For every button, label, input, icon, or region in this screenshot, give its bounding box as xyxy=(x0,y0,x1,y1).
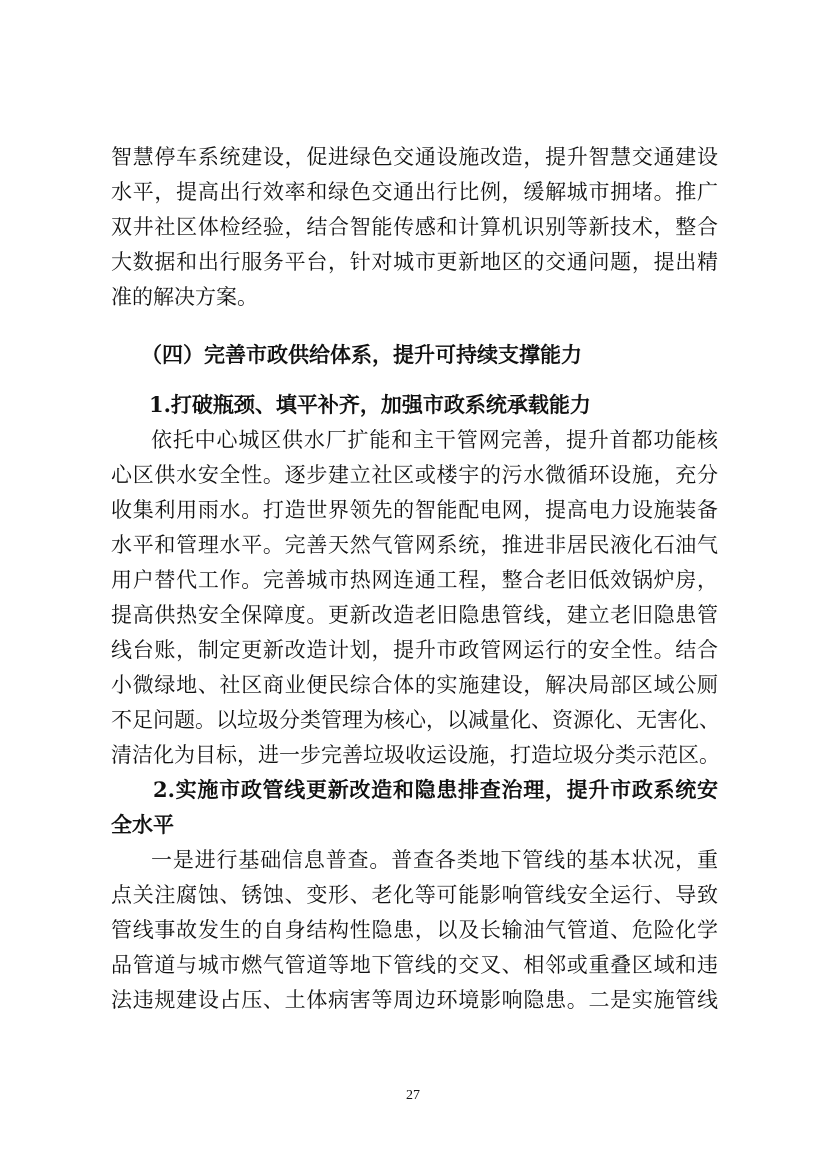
paragraph-line: 水平，提高出行效率和绿色交通出行比例，缓解城市拥堵。推广 xyxy=(111,180,718,204)
subsection-heading: 1.打破瓶颈、填平补齐，加强市政系统承载能力 xyxy=(149,392,591,417)
paragraph-line: 清洁化为目标，进一步完善垃圾收运设施，打造垃圾分类示范区。 xyxy=(111,743,720,767)
paragraph-line: 用户替代工作。完善城市热网连通工程，整合老旧低效锅炉房， xyxy=(111,568,718,592)
paragraph-line: 法违规建设占压、土体病害等周边环境影响隐患。二是实施管线 xyxy=(111,988,718,1012)
section-heading: （四）完善市政供给体系，提升可持续支撑能力 xyxy=(141,342,582,367)
paragraph-line: 双井社区体检经验，结合智能传感和计算机识别等新技术，整合 xyxy=(111,215,718,239)
paragraph-line: 点关注腐蚀、锈蚀、变形、老化等可能影响管线安全运行、导致 xyxy=(111,883,718,907)
subsection-heading: 全水平 xyxy=(111,812,174,837)
page-number: 27 xyxy=(406,1088,420,1103)
paragraph-line: 心区供水安全性。逐步建立社区或楼宇的污水微循环设施，充分 xyxy=(111,463,718,487)
paragraph-line: 小微绿地、社区商业便民综合体的实施建设，解决局部区域公厕 xyxy=(111,673,718,697)
paragraph-line: 依托中心城区供水厂扩能和主干管网完善，提升首都功能核 xyxy=(151,428,718,452)
paragraph-line: 线台账，制定更新改造计划，提升市政管网运行的安全性。结合 xyxy=(111,638,718,662)
paragraph-line: 收集利用雨水。打造世界领先的智能配电网，提高电力设施装备 xyxy=(111,498,718,522)
paragraph-line: 管线事故发生的自身结构性隐患，以及长输油气管道、危险化学 xyxy=(111,918,718,942)
subsection-heading: 2.实施市政管线更新改造和隐患排查治理，提升市政系统安 xyxy=(153,777,718,802)
paragraph-line: 一是进行基础信息普查。普查各类地下管线的基本状况，重 xyxy=(151,848,718,872)
paragraph-line: 品管道与城市燃气管道等地下管线的交叉、相邻或重叠区域和违 xyxy=(111,953,718,977)
paragraph-line: 智慧停车系统建设，促进绿色交通设施改造，提升智慧交通建设 xyxy=(111,145,718,169)
paragraph-line: 不足问题。以垃圾分类管理为核心，以减量化、资源化、无害化、 xyxy=(111,708,720,732)
paragraph-line: 水平和管理水平。完善天然气管网系统，推进非居民液化石油气 xyxy=(111,533,718,557)
paragraph-line: 大数据和出行服务平台，针对城市更新地区的交通问题，提出精 xyxy=(111,250,718,274)
paragraph-line: 提高供热安全保障度。更新改造老旧隐患管线，建立老旧隐患管 xyxy=(111,603,718,627)
paragraph-line: 准的解决方案。 xyxy=(111,285,258,309)
